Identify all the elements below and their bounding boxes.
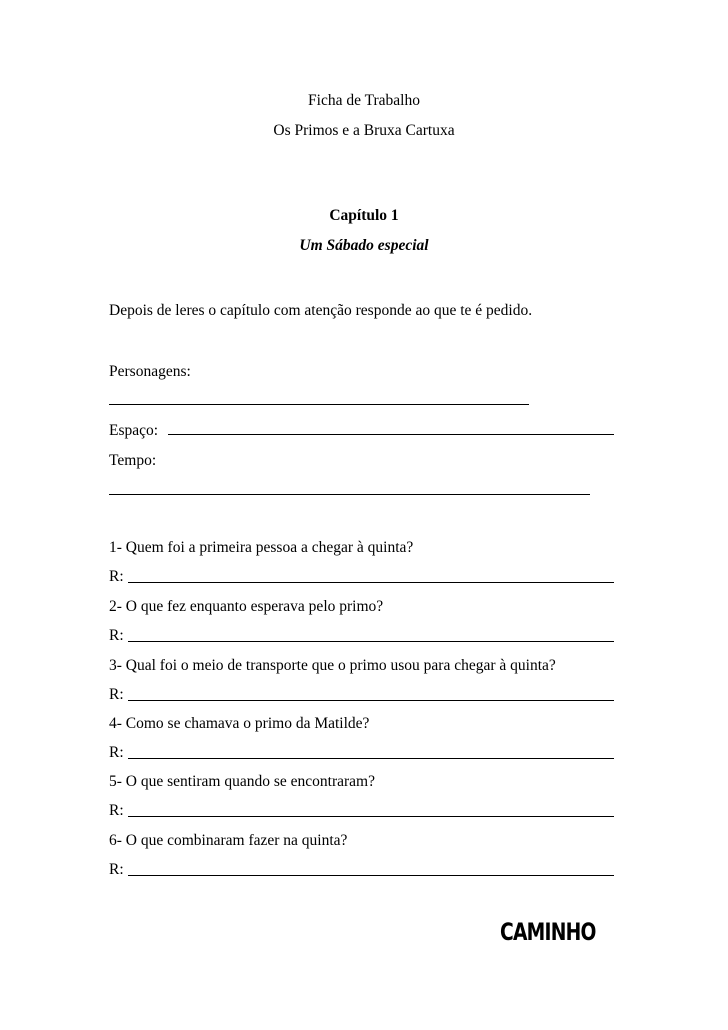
answer-label-4: R: (109, 744, 124, 761)
question-6: 6- O que combinaram fazer na quinta? (109, 832, 348, 849)
characters-answer-line[interactable] (109, 404, 529, 405)
answer-label-1: R: (109, 568, 124, 585)
characters-label: Personagens: (109, 363, 191, 380)
publisher-logo: CAMINHO (500, 918, 596, 946)
answer-line-2[interactable] (128, 641, 614, 642)
question-1: 1- Quem foi a primeira pessoa a chegar à quinta? (109, 539, 414, 556)
instructions-text: Depois de leres o capítulo com atenção responde ao que te é pedido. (109, 302, 533, 319)
answer-line-1[interactable] (128, 582, 614, 583)
book-title: Os Primos e a Bruxa Cartuxa (273, 122, 455, 139)
answer-label-2: R: (109, 627, 124, 644)
worksheet-title: Ficha de Trabalho (308, 92, 420, 109)
question-5: 5- O que sentiram quando se encontraram? (109, 773, 375, 790)
space-label: Espaço: (109, 422, 159, 439)
question-4: 4- Como se chamava o primo da Matilde? (109, 715, 370, 732)
answer-line-4[interactable] (128, 758, 614, 759)
chapter-label: Capítulo 1 (329, 207, 399, 224)
answer-line-6[interactable] (128, 875, 614, 876)
chapter-name: Um Sábado especial (299, 237, 429, 254)
space-answer-line[interactable] (168, 434, 614, 435)
answer-line-3[interactable] (128, 700, 614, 701)
answer-label-6: R: (109, 861, 124, 878)
answer-label-5: R: (109, 802, 124, 819)
time-label: Tempo: (109, 452, 157, 469)
answer-line-5[interactable] (128, 816, 614, 817)
question-2: 2- O que fez enquanto esperava pelo primo? (109, 598, 384, 615)
time-answer-line[interactable] (109, 494, 590, 495)
answer-label-3: R: (109, 686, 124, 703)
question-3: 3- Qual foi o meio de transporte que o primo usou para chegar à quinta? (109, 657, 556, 674)
